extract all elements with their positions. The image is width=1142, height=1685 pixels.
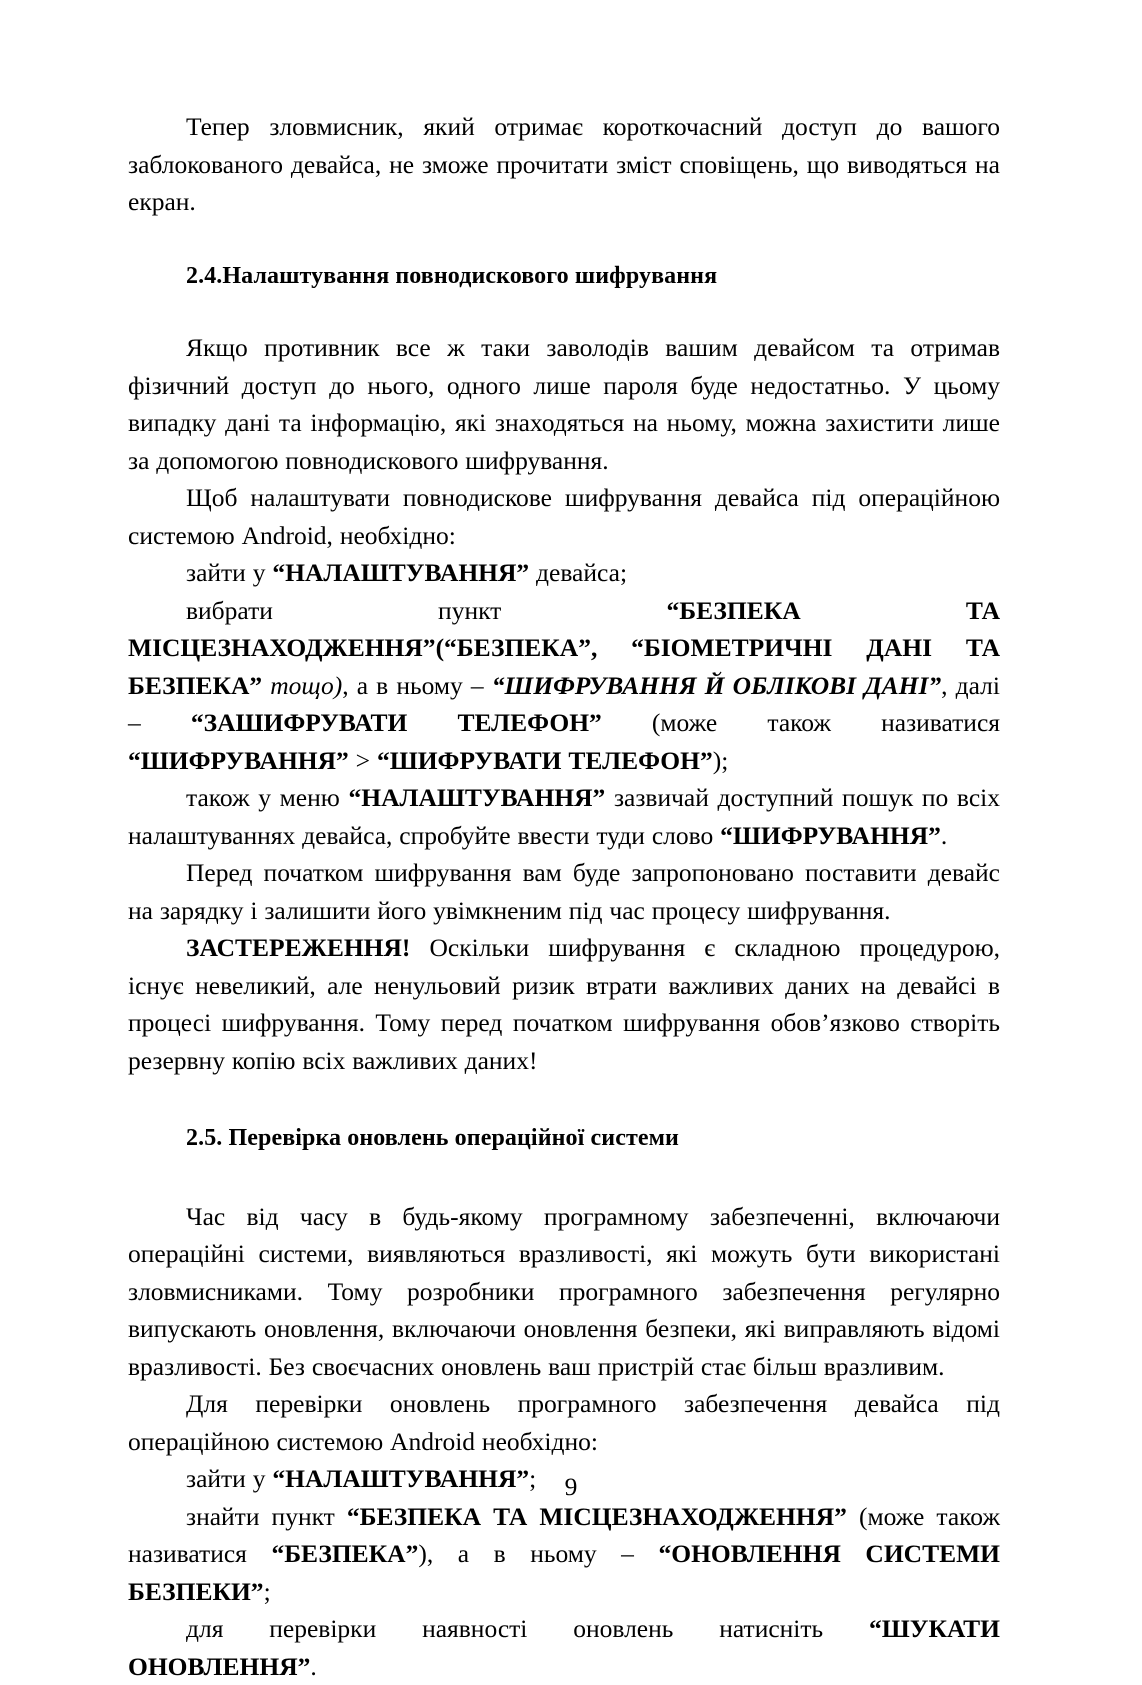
step-text-emphasis-2: “БЕЗПЕКА” [271, 1539, 419, 1568]
step-text-middle-2: ), а в ньому – [418, 1539, 659, 1568]
section-heading-2-5: 2.5. Перевірка оновлень операційної системи [186, 1125, 679, 1151]
spacer [128, 295, 1000, 329]
step-text-emphasis: “БЕЗПЕКА ТА МІСЦЕЗНАХОДЖЕННЯ” [346, 1501, 847, 1531]
spacer [128, 1079, 1000, 1120]
step-text-prefix: зайти у [186, 558, 273, 587]
step-select-security-location [128, 592, 1000, 780]
step-text-emphasis-4: “ШИФРУВАТИ ТЕЛЕФОН” [376, 745, 713, 775]
step-text-emphasis-3: “ШИФРУВАННЯ” [128, 745, 349, 775]
step-text-suffix: девайса; [529, 558, 628, 587]
spacer [128, 1158, 1000, 1198]
step-text-prefix: для перевірки наявності оновлень натисніть [186, 1614, 870, 1643]
page-content [128, 108, 1000, 1685]
step-text-emphasis: “НАЛАШТУВАННЯ” [272, 1464, 530, 1493]
paragraph-intro: Тепер зловмисник, який отримає короткочасний доступ до вашого заблокованого девайса, не зможе прочитати зміст сповіщень, що виводяться на екран. [128, 112, 1000, 216]
warning-label: ЗАСТЕРЕЖЕННЯ! [186, 933, 411, 962]
warning-body: Оскільки шифрування є складною процедурою, існує невеликий, але ненульовий ризик втрати важливих даних на девайсі в процесі шифрування. Тому перед початком шифрування обов’язково створіть резервну копію всіх важливих даних! [128, 933, 1000, 1075]
step-text-emphasis-alt: (“БЕЗПЕКА”, “БІОМЕТРИЧНІ ДАНІ ТА БЕЗПЕКА” [128, 633, 1000, 700]
paragraph-physical-access: Якщо противник все ж таки заволодів вашим девайсом та отримав фізичний доступ до нього, одного лише пароля буде недостатньо. У цьому випадку дані та інформацію, які знаходяться на ньому, можна захистити лише за допомогою повнодискового шифрування. [128, 333, 1000, 475]
step-text-middle: зазвичай доступний пошук по всіх налаштуваннях девайса, спробуйте ввести туди слово [128, 783, 1000, 850]
step-text-end: . [310, 1651, 317, 1681]
step-text-emphasis: “НАЛАШТУВАННЯ” [272, 558, 530, 587]
paragraph-charging-note: Перед початком шифрування вам буде запропоновано поставити девайс на зарядку і залишити його увімкненим під час процесу шифрування. [128, 858, 1000, 925]
step-text-end: ; [529, 1464, 537, 1493]
step-text-bold-italic: “ШИФРУВАННЯ Й ОБЛІКОВІ ДАНІ” [491, 670, 942, 700]
step-text-emphasis: “НАЛАШТУВАННЯ” [348, 783, 606, 812]
step-text-middle: (може також називатися [128, 1501, 1000, 1568]
step-text-plain-3: (може також називатися [601, 708, 1000, 737]
step-text-plain: , а в ньому – [342, 670, 492, 700]
step-text-end: . [940, 820, 948, 850]
step-text-prefix: також у меню [186, 783, 349, 812]
step-text-prefix: знайти пункт [186, 1501, 347, 1531]
step-text-gt: > [348, 745, 377, 775]
paragraph-update-check-intro: Для перевірки оновлень програмного забезпечення девайса під операційною системою Android необхідно: [128, 1389, 1000, 1456]
step-text-prefix: зайти у [186, 1464, 273, 1493]
step-open-settings [128, 554, 1000, 592]
paragraph-android-setup-intro: Щоб налаштувати повнодискове шифрування девайса під операційною системою Android, необхідно: [128, 483, 1000, 550]
paragraph-warning [128, 929, 1000, 1079]
step-text-emphasis-3: “ОНОВЛЕННЯ СИСТЕМИ БЕЗПЕКИ” [128, 1539, 1001, 1606]
paragraph-vulnerabilities: Час від часу в будь-якому програмному забезпеченні, включаючи операційні системи, виявляються вразливості, які можуть бути використані зловмисниками. Тому розробники програмного забезпечення регулярно випускають оновлення, включаючи оновлення безпеки, які виправляють відомі вразливості. Без своєчасних оновлень ваш пристрій стає більш вразливим. [128, 1201, 1000, 1381]
step-search-settings [128, 779, 1000, 854]
step-text-end: ; [263, 1576, 271, 1606]
step-text-emphasis: “ШУКАТИ ОНОВЛЕННЯ” [128, 1614, 1000, 1681]
section-heading-2-4: 2.4.Налаштування повнодискового шифрування [186, 262, 718, 289]
step-text-italic: тощо) [262, 670, 343, 700]
step-find-security-updates [128, 1498, 1000, 1611]
step-text-end: ); [712, 745, 729, 775]
step-check-for-updates [128, 1610, 1000, 1685]
step-text-emphasis-2: “ШИФРУВАННЯ” [720, 820, 941, 850]
step-text-emphasis-2: “ЗАШИФРУВАТИ ТЕЛЕФОН” [190, 708, 602, 737]
page-number: 9 [564, 1472, 578, 1501]
spacer [128, 221, 1000, 258]
step-text-prefix: вибрати пункт [186, 595, 667, 625]
step-text-emphasis: “БЕЗПЕКА ТА МІСЦЕЗНАХОДЖЕННЯ” [128, 595, 1000, 662]
step-text-plain-2: , далі – [128, 670, 1000, 737]
